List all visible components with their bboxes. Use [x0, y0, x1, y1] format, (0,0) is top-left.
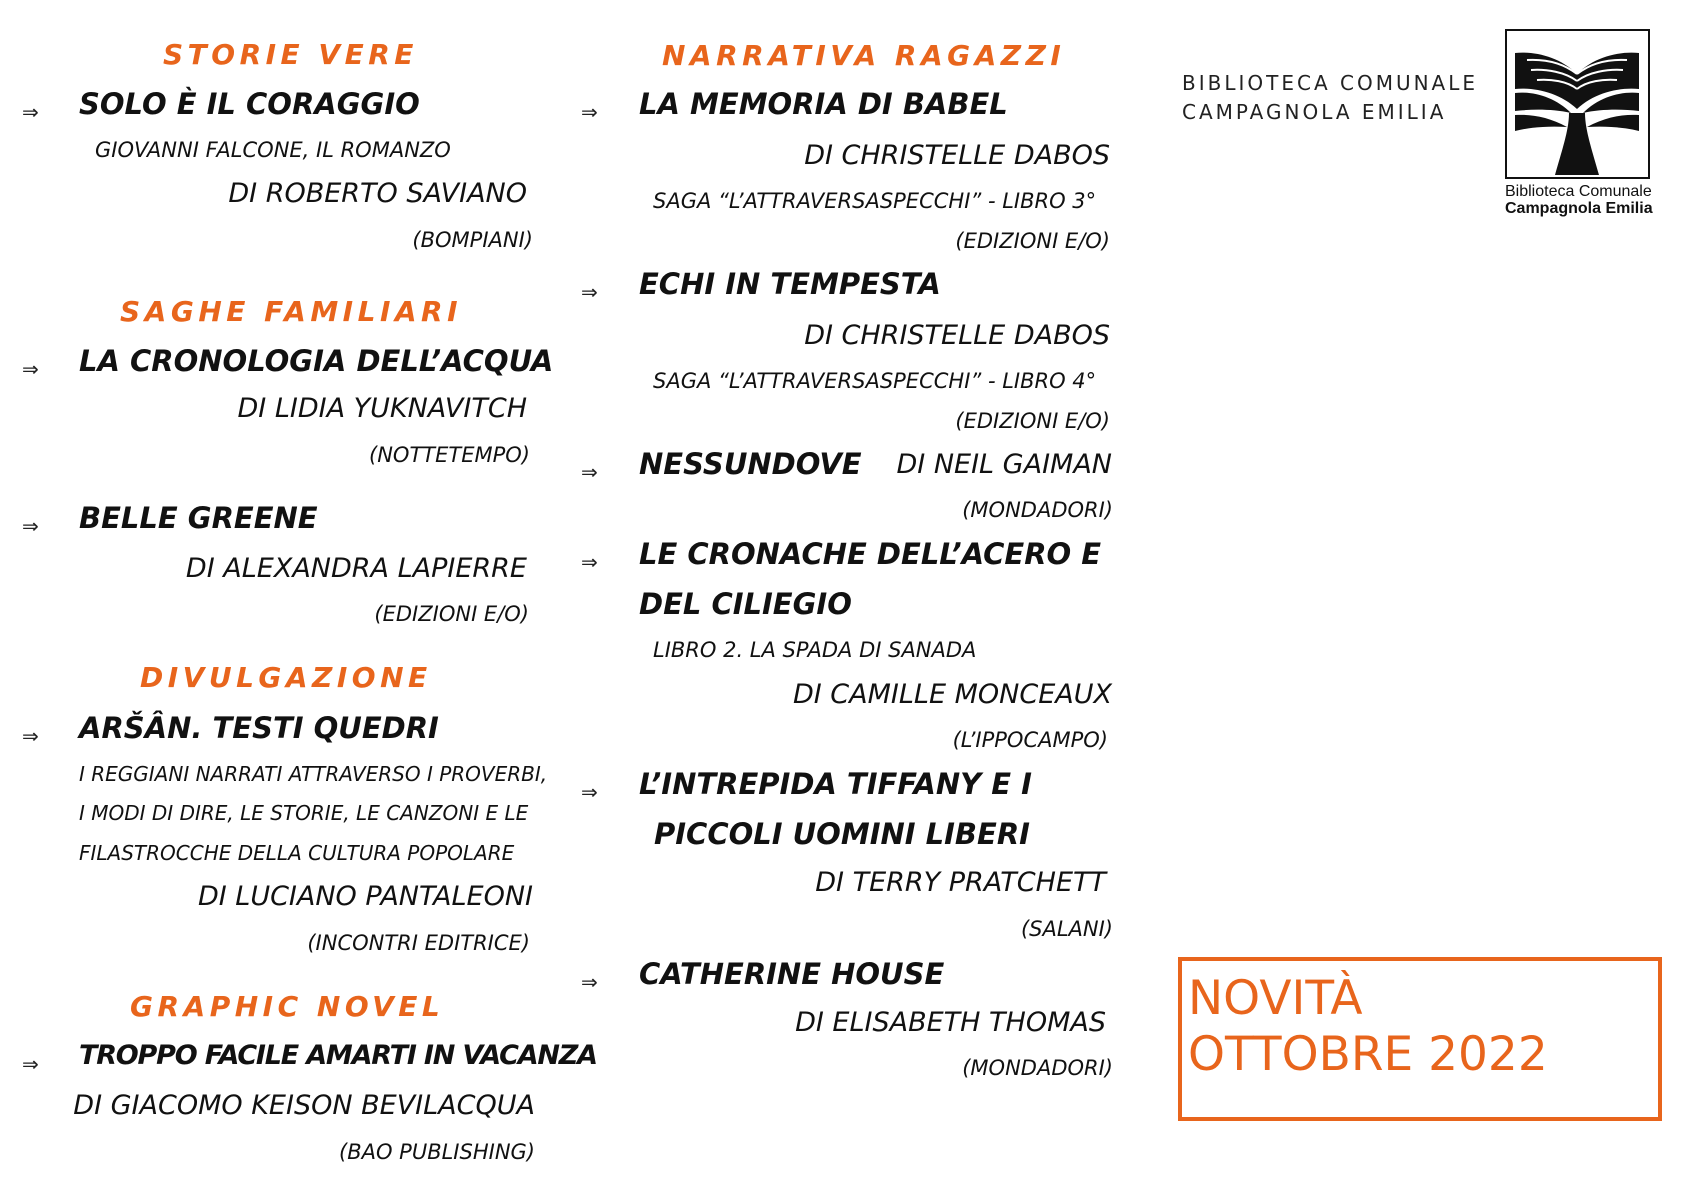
headline-line2: OTTOBRE 2022: [1188, 1027, 1548, 1082]
bullet-arrow: ⇒: [581, 780, 598, 804]
book-subtitle: LIBRO 2. LA SPADA DI SANADA: [653, 638, 977, 662]
book-description: FILASTROCCHE DELLA CULTURA POPOLARE: [79, 841, 515, 865]
book-title: NESSUNDOVE: [639, 447, 862, 481]
book-publisher: (EDIZIONI E/O): [374, 602, 529, 626]
library-logo: [1505, 29, 1653, 217]
book-author: DI ROBERTO SAVIANO: [228, 178, 527, 209]
book-tree-icon: [1505, 29, 1650, 179]
book-author: DI ALEXANDRA LAPIERRE: [185, 553, 527, 584]
bullet-arrow: ⇒: [22, 100, 39, 124]
book-author: DI GIACOMO KEISON BEVILACQUA: [73, 1090, 535, 1121]
book-author: DI NEIL GAIMAN: [896, 449, 1112, 480]
book-description: I REGGIANI NARRATI ATTRAVERSO I PROVERBI,: [79, 762, 548, 786]
book-title: ECHI IN TEMPESTA: [639, 267, 941, 301]
book-publisher: (EDIZIONI E/O): [955, 409, 1110, 433]
bullet-arrow: ⇒: [22, 357, 39, 381]
heading-graphic-novel: GRAPHIC NOVEL: [130, 990, 445, 1023]
book-author: DI TERRY PRATCHETT: [815, 867, 1106, 898]
logo-caption-line2: Campagnola Emilia: [1505, 200, 1653, 217]
book-publisher: (SALANI): [1020, 917, 1113, 941]
heading-divulgazione: DIVULGAZIONE: [140, 661, 432, 694]
book-title: ARŠÂN. TESTI QUEDRI: [79, 711, 439, 745]
book-publisher: (NOTTETEMPO): [369, 443, 530, 467]
bullet-arrow: ⇒: [581, 970, 598, 994]
bullet-arrow: ⇒: [581, 550, 598, 574]
library-name-line1: BIBLIOTECA COMUNALE: [1182, 71, 1479, 95]
book-author: DI CAMILLE MONCEAUX: [792, 679, 1112, 710]
book-title: LA CRONOLOGIA DELL’ACQUA: [79, 344, 554, 378]
book-title: CATHERINE HOUSE: [639, 957, 945, 991]
book-title: L’INTREPIDA TIFFANY E I: [639, 767, 1032, 801]
book-title: BELLE GREENE: [79, 501, 318, 535]
book-publisher: (MONDADORI): [962, 498, 1113, 522]
book-publisher: (EDIZIONI E/O): [955, 229, 1110, 253]
headline-line1: NOVITÀ: [1188, 971, 1363, 1026]
book-publisher: (INCONTRI EDITRICE): [307, 931, 530, 955]
book-author: DI LUCIANO PANTALEONI: [197, 881, 533, 912]
book-subtitle: SAGA “L’ATTRAVERSASPECCHI” - LIBRO 3°: [653, 189, 1097, 213]
bullet-arrow: ⇒: [22, 514, 39, 538]
book-subtitle: GIOVANNI FALCONE, IL ROMANZO: [95, 138, 451, 162]
book-title: TROPPO FACILE AMARTI IN VACANZA: [79, 1040, 597, 1071]
headline-box: [1178, 957, 1662, 1121]
book-title: LA MEMORIA DI BABEL: [639, 87, 1008, 121]
book-publisher: (BAO PUBLISHING): [339, 1140, 535, 1164]
bullet-arrow: ⇒: [22, 724, 39, 748]
library-name-line2: CAMPAGNOLA EMILIA: [1182, 100, 1447, 124]
book-author: DI ELISABETH THOMAS: [795, 1007, 1106, 1038]
bullet-arrow: ⇒: [22, 1052, 39, 1076]
logo-caption-line1: Biblioteca Comunale: [1505, 183, 1652, 200]
book-subtitle: SAGA “L’ATTRAVERSASPECCHI” - LIBRO 4°: [653, 369, 1097, 393]
book-title-continued: PICCOLI UOMINI LIBERI: [654, 817, 1030, 851]
book-author: DI CHRISTELLE DABOS: [804, 140, 1110, 171]
book-title: SOLO È IL CORAGGIO: [79, 87, 420, 121]
heading-narrativa-ragazzi: NARRATIVA RAGAZZI: [662, 39, 1066, 72]
heading-storie-vere: STORIE VERE: [163, 38, 418, 71]
book-publisher: (MONDADORI): [962, 1056, 1113, 1080]
book-author: DI CHRISTELLE DABOS: [804, 320, 1110, 351]
book-publisher: (L’IPPOCAMPO): [952, 728, 1108, 752]
book-author: DI LIDIA YUKNAVITCH: [237, 393, 527, 424]
bullet-arrow: ⇒: [581, 100, 598, 124]
book-description: I MODI DI DIRE, LE STORIE, LE CANZONI E LE: [79, 801, 529, 825]
heading-saghe-familiari: SAGHE FAMILIARI: [120, 295, 463, 328]
book-publisher: (BOMPIANI): [412, 228, 533, 252]
book-title: LE CRONACHE DELL’ACERO E: [639, 537, 1102, 571]
bullet-arrow: ⇒: [581, 280, 598, 304]
bullet-arrow: ⇒: [581, 460, 598, 484]
book-title-continued: DEL CILIEGIO: [639, 587, 852, 621]
